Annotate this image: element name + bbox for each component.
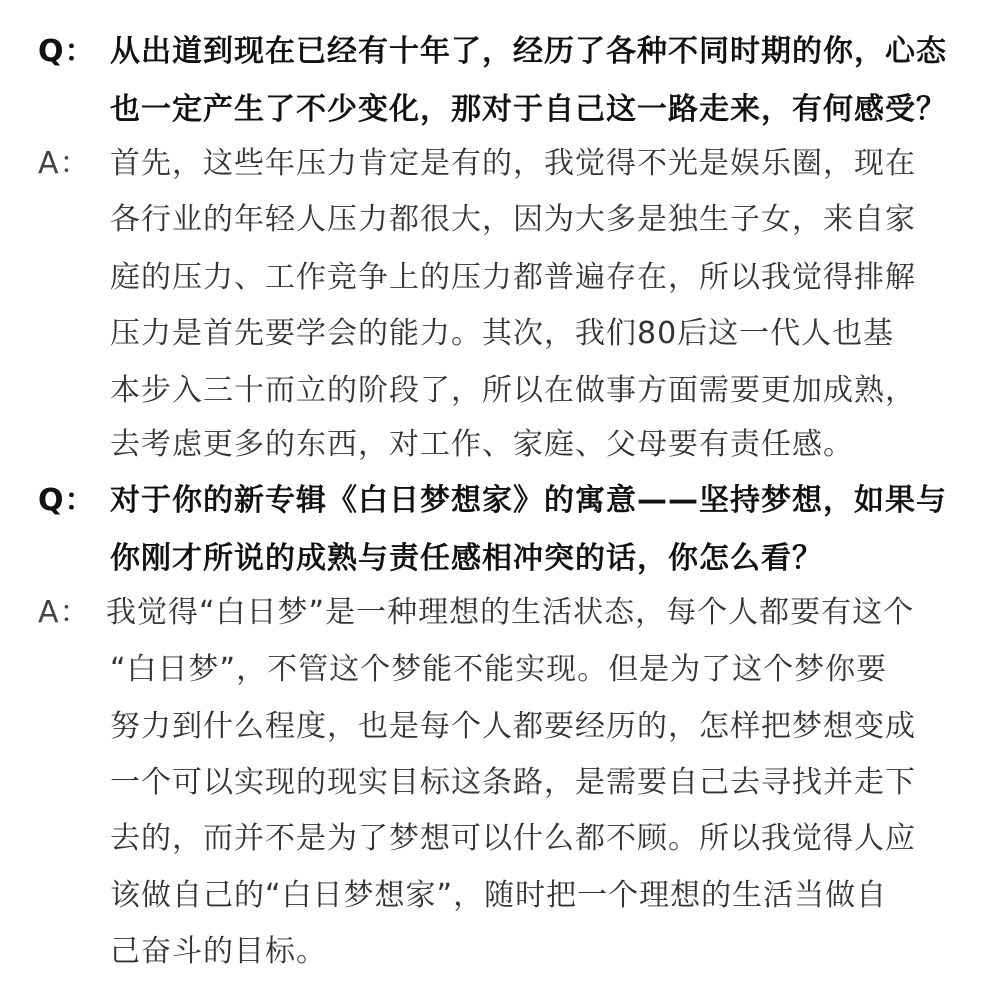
answer-text: 各行业的年轻人压力都很大，因为大多是独生子女，来自家 (110, 202, 916, 237)
answer-marker: A： (38, 146, 91, 181)
answer-text: 首先，这些年压力肯定是有的，我觉得不光是娱乐圈，现在 (110, 146, 916, 181)
question-text: 也一定产生了不少变化，那对于自己这一路走来，有何感受？ (110, 92, 947, 127)
answer-text: 一个可以实现的现实目标这条路，是需要自己去寻找并走下 (110, 765, 916, 800)
answer-text: 该做自己的“白日梦想家”，随时把一个理想的生活当做自 (110, 878, 888, 913)
question-marker: Q： (38, 34, 96, 69)
answer-text: 本步入三十而立的阶段了，所以在做事方面需要更加成熟， (110, 373, 916, 408)
question-marker: Q： (38, 483, 96, 518)
answer-text: 庭的压力、工作竞争上的压力都普遍存在，所以我觉得排解 (110, 260, 916, 295)
question-text: 对于你的新专辑《白日梦想家》的寓意——坚持梦想，如果与 (110, 483, 947, 518)
answer-text: 压力是首先要学会的能力。其次，我们80后这一代人也基 (110, 316, 895, 351)
answer-text: 己奋斗的目标。 (110, 934, 327, 969)
question-text: 从出道到现在已经有十年了，经历了各种不同时期的你，心态 (110, 34, 947, 69)
answer-text: 去的，而并不是为了梦想可以什么都不顾。所以我觉得人应 (110, 821, 916, 856)
answer-text: 去考虑更多的东西，对工作、家庭、父母要有责任感。 (110, 427, 854, 462)
question-text: 你刚才所说的成熟与责任感相冲突的话，你怎么看？ (110, 541, 823, 576)
answer-marker: A： (38, 595, 91, 630)
answer-text: “白日梦”，不管这个梦能不能实现。但是为了这个梦你要 (110, 652, 888, 687)
answer-text: 努力到什么程度，也是每个人都要经历的，怎样把梦想变成 (110, 709, 916, 744)
answer-text: 我觉得“白日梦”是一种理想的生活状态，每个人都要有这个 (106, 595, 915, 630)
